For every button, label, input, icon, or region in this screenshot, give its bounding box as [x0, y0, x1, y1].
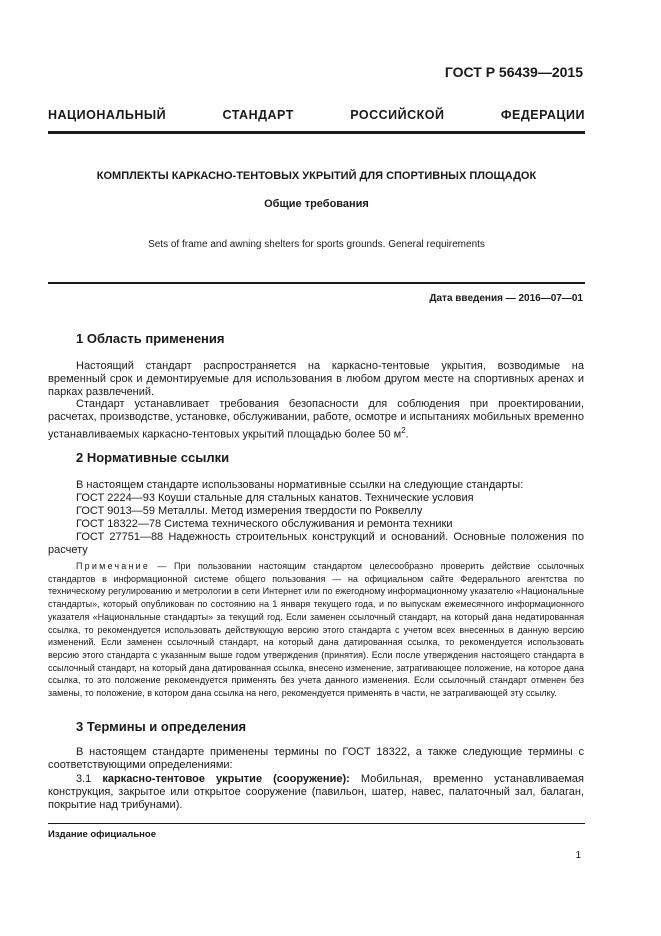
term-name: каркасно-тентовое укрытие (сооружение): [102, 773, 350, 785]
title-divider [48, 282, 585, 284]
introduction-date: Дата введения — 2016—07—01 [429, 293, 583, 304]
section-1-paragraph-1 [48, 360, 584, 400]
section-3-intro [48, 746, 584, 772]
reference-item-last-text: ГОСТ 27751—88 Надежность строительных конструкций и оснований. Основные положения по расчету [48, 531, 584, 557]
note-text: — При пользовании настоящим стандартом целесообразно проверить действие ссылочных стандартов в информационной системе общего пользования — на официальном сайте Федерального агентства по техническому регулированию и метрологии в сети Интернет или по ежегодному информационному указателю «Национальные стандарты», который опубликован по состоянию на 1 января текущего года, и по выпускам ежемесячного информационного указателя «Национальные стандарты» за текущий год. Если заменен ссылочный стандарт, на который дана недатированная ссылка, то рекомендуется использовать действующую версию этого стандарта с учетом всех внесенных в данную версию изменений. Если заменен ссылочный стандарт, на который дана датированная ссылка, то рекомендуется использовать версию этого стандарта с указанным выше годом утверждения (принятия). Если после утверждения настоящего стандарта в ссылочный стандарт, на который дана датированная ссылка, внесено изменение, затрагивающее положение, на которое дана ссылка, то это положение рекомендуется применять без учета данного изменения. Если ссылочный стандарт отменен без замены, то положение, в котором дана ссылка на него, рекомендуется применять в части, не затрагивающей эту ссылку. [48, 561, 584, 699]
section-3-heading: 3 Термины и определения [76, 719, 247, 734]
reference-item: ГОСТ 2224—93 Коуши стальные для стальных канатов. Технические условия [76, 492, 474, 504]
section-1-paragraph-1-text: Настоящий стандарт распространяется на каркасно-тентовые укрытия, возводимые на временный срок и демонтируемые для использования в любом другом месте на спортивных аренах и парках развлечений. [48, 360, 584, 399]
reference-item: ГОСТ 9013—59 Металлы. Метод измерения твердости по Роквеллу [76, 505, 423, 517]
reference-item-last [48, 531, 584, 557]
term-definition-text: Мобильная, временно устанавливаемая конструкция, закрытое или открытое сооружение (павильон, шатер, навес, палаточный зал, балаган, покрытие над трибунами). [48, 773, 584, 812]
term-definition [48, 773, 584, 813]
reference-item: ГОСТ 18322—78 Система технического обслуживания и ремонта техники [76, 518, 453, 530]
section-1-paragraph-2 [48, 398, 584, 442]
section-1-paragraph-2-end: . [405, 429, 409, 442]
section-3-intro-text: В настоящем стандарте применены термины по ГОСТ 18322, а также следующие термины с соответствующими определениями: [48, 746, 584, 772]
gost-number: ГОСТ Р 56439—2015 [444, 64, 583, 80]
national-standard-banner: НАЦИОНАЛЬНЫЙ СТАНДАРТ РОССИЙСКОЙ ФЕДЕРАЦИИ [48, 108, 585, 122]
area-unit-superscript: 2 [401, 426, 406, 436]
section-2-heading: 2 Нормативные ссылки [76, 450, 230, 465]
references-intro: В настоящем стандарте использованы нормативные ссылки на следующие стандарты: [76, 479, 524, 491]
document-title: КОМПЛЕКТЫ КАРКАСНО-ТЕНТОВЫХ УКРЫТИЙ ДЛЯ СПОРТИВНЫХ ПЛОЩАДОК [96, 170, 537, 182]
document-subtitle: Общие требования [264, 198, 369, 210]
section-1-heading: 1 Область применения [76, 331, 225, 346]
page-number: 1 [575, 850, 581, 861]
note-label: Примечание [76, 561, 151, 571]
header-divider [48, 131, 585, 134]
section-1-paragraph-2-text: Стандарт устанавливает требования безопасности для соблюдения при проектировании, расчетах, производстве, установке, обслуживании, работе, осмотре и испытаниях мобильных временно устанавливаемых каркасно-тентовых укрытий площадью более 50 м [48, 398, 584, 442]
references-note [48, 560, 584, 700]
official-edition-label: Издание официальное [48, 829, 156, 840]
footer-divider [48, 823, 585, 824]
term-number: 3.1 [76, 773, 92, 785]
document-english-title: Sets of frame and awning shelters for sports grounds. General requirements [148, 239, 485, 250]
